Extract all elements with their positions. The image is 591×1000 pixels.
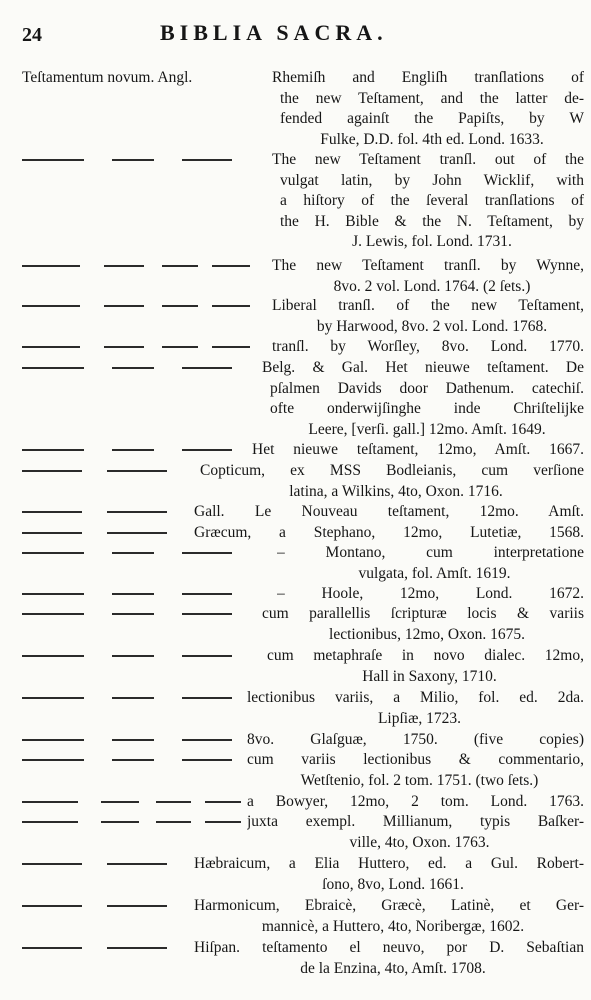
entry-line: Leere, [verſi. gall.] 12mo. Amſt. 1649.: [308, 420, 546, 438]
ditto-dash: [112, 613, 154, 615]
entry-line: The new Teſtament tranſl. by Wynne,: [272, 257, 584, 274]
ditto-dash: [107, 863, 167, 865]
ditto-dash-leader: [22, 905, 194, 907]
ditto-dash: [162, 265, 198, 267]
catalogue-entry: [22, 584, 584, 605]
catalogue-entry: [22, 68, 584, 150]
entry-line: tranſl. by Worſley, 8vo. Lond. 1770.: [272, 338, 584, 355]
entry-line: by Harwood, 8vo. 2 vol. Lond. 1768.: [316, 317, 548, 335]
ditto-dash: [22, 449, 84, 451]
entry-line: 8vo. 2 vol. Lond. 1764. (2 ſets.): [333, 277, 531, 295]
ditto-dash-leader: [22, 821, 247, 823]
ditto-dash: [112, 739, 154, 741]
catalogue-entry: [22, 150, 584, 253]
ditto-dash: [104, 305, 144, 307]
ditto-dash: [22, 655, 84, 657]
ditto-dash-leader: [22, 552, 277, 554]
entry-line: lectionibus, 12mo, Oxon. 1675.: [329, 625, 525, 643]
ditto-dash: [104, 346, 144, 348]
entry-line: Wetſtenio, fol. 2 tom. 1751. (two ſets.): [300, 771, 539, 789]
ditto-dash: [22, 470, 82, 472]
entry-line: Fulke, D.D. fol. 4th ed. Lond. 1633.: [320, 130, 544, 148]
catalogue-entry: [22, 896, 584, 937]
ditto-dash-leader: [22, 305, 272, 307]
ditto-dash-leader: [22, 346, 272, 348]
entry-line: Gall. Le Nouveau teſtament, 12mo. Amſt.: [194, 503, 584, 520]
entry-line: ſono, 8vo, Lond. 1661.: [322, 875, 464, 893]
entry-line: Rhemiſh and Engliſh tranſlations of: [272, 69, 584, 86]
ditto-dash: [162, 346, 198, 348]
ditto-dash: [22, 697, 84, 699]
ditto-dash-leader: [22, 449, 252, 451]
ditto-dash: [212, 305, 250, 307]
ditto-dash: [22, 511, 82, 513]
ditto-dash-leader: [22, 265, 272, 267]
entry-line: latina, a Wilkins, 4to, Oxon. 1716.: [289, 482, 503, 500]
ditto-dash: [22, 593, 84, 595]
entry-heading: Teſtamentum novum. Angl.: [22, 69, 193, 86]
entry-line: the new Teſtament, and the latter de-: [280, 89, 584, 107]
ditto-dash: [22, 759, 84, 761]
ditto-dash: [112, 449, 154, 451]
ditto-dash-leader: [22, 470, 200, 472]
ditto-dash: [22, 613, 84, 615]
ditto-dash: [112, 159, 154, 161]
ditto-dash: [182, 159, 232, 161]
ditto-dash: [107, 905, 167, 907]
entry-line: Hall in Saxony, 1710.: [362, 667, 497, 685]
ditto-dash-leader: [22, 511, 194, 513]
ditto-dash: [112, 655, 154, 657]
ditto-dash: [182, 449, 232, 451]
ditto-dash: [22, 947, 82, 949]
ditto-dash: [162, 305, 198, 307]
entry-line: cum metaphraſe in novo dialec. 12mo,: [267, 647, 584, 664]
ditto-dash: [182, 593, 232, 595]
ditto-dash: [22, 739, 84, 741]
catalogue-entry: [22, 688, 584, 729]
entry-line: Liberal tranſl. of the new Teſtament,: [272, 297, 584, 314]
entry-line: Belg. & Gal. Het nieuwe teſtament. De: [262, 359, 584, 376]
ditto-dash: [101, 801, 139, 803]
ditto-dash: [22, 863, 82, 865]
ditto-dash: [22, 265, 80, 267]
running-title: BIBLIA SACRA.: [160, 20, 388, 45]
ditto-dash: [182, 655, 232, 657]
ditto-dash-leader: [22, 655, 267, 657]
ditto-dash: [182, 697, 232, 699]
ditto-dash: [22, 801, 78, 803]
catalogue-entry: [22, 461, 584, 502]
ditto-dash: [112, 759, 154, 761]
entry-line: vulgata, fol. Amſt. 1619.: [358, 564, 511, 582]
ditto-dash: [182, 739, 232, 741]
ditto-dash: [107, 532, 167, 534]
entry-line: ofte onderwijſinghe inde Chriſtelijke: [270, 400, 584, 418]
entry-line: cum parallellis ſcripturæ locis & variis: [262, 605, 584, 622]
catalogue-entry: [22, 730, 584, 751]
entry-line: J. Lewis, fol. Lond. 1731.: [352, 233, 512, 251]
ditto-dash: [107, 470, 167, 472]
ditto-dash: [205, 821, 242, 823]
ditto-dash: [182, 552, 232, 554]
catalogue-entry: [22, 792, 584, 813]
entry-line: vulgat latin, by John Wicklif, with: [280, 171, 584, 189]
catalogue-entry: [22, 256, 584, 297]
entry-line: the H. Bible & the N. Teſtament, by: [280, 212, 584, 230]
entry-line: lectionibus variis, a Milio, fol. ed. 2da.: [247, 689, 584, 706]
page-number: 24: [22, 24, 42, 46]
ditto-dash-leader: [22, 863, 194, 865]
entry-line: mannicè, a Huttero, 4to, Noribergæ, 1602.: [261, 917, 525, 935]
ditto-dash: [22, 346, 80, 348]
entry-line: Het nieuwe teſtament, 12mo, Amſt. 1667.: [252, 441, 584, 458]
ditto-dash-leader: [22, 739, 247, 741]
ditto-dash: [22, 305, 80, 307]
entry-line: a hiſtory of the ſeveral tranſlations of: [280, 192, 584, 210]
ditto-dash: [104, 265, 144, 267]
ditto-dash-leader: [22, 159, 272, 161]
catalogue-entry: [22, 358, 584, 440]
ditto-dash: [22, 905, 82, 907]
catalogue-entry: [22, 938, 584, 979]
catalogue-entry: [22, 543, 584, 584]
ditto-dash: [212, 346, 250, 348]
ditto-dash: [182, 613, 232, 615]
catalogue-entry: [22, 646, 584, 687]
catalogue-entry: [22, 604, 584, 645]
catalogue-entry: [22, 440, 584, 461]
catalogue-entry: [22, 750, 584, 791]
catalogue-entry: [22, 854, 584, 895]
ditto-dash: [22, 159, 84, 161]
catalogue-entry: [22, 296, 584, 337]
entry-line: Harmonicum, Ebraicè, Græcè, Latinè, et Ger-: [194, 897, 584, 914]
ditto-dash: [182, 759, 232, 761]
entry-line: Copticum, ex MSS Bodleianis, cum verſione: [200, 462, 584, 479]
entry-line: de la Enzina, 4to, Amſt. 1708.: [300, 959, 486, 977]
ditto-dash: [107, 511, 167, 513]
entry-line: Lipſiæ, 1723.: [377, 709, 462, 727]
entry-line: pſalmen Davids door Dathenum. catechiſ.: [270, 379, 584, 397]
ditto-dash: [212, 265, 250, 267]
catalogue-entry: [22, 337, 584, 358]
ditto-dash: [112, 593, 154, 595]
ditto-dash: [112, 697, 154, 699]
ditto-dash: [156, 801, 191, 803]
ditto-dash-leader: [22, 801, 247, 803]
ditto-dash: [205, 801, 242, 803]
entry-line: The new Teſtament tranſl. out of the: [272, 151, 584, 168]
entry-line: Hiſpan. teſtamento el neuvo, por D. Sebaſtian: [194, 939, 584, 956]
ditto-dash: [112, 367, 154, 369]
catalogue-entry: [22, 523, 584, 544]
ditto-dash-leader: [22, 947, 194, 949]
ditto-dash-leader: [22, 593, 277, 595]
ditto-dash-leader: [22, 613, 262, 615]
catalogue-entry: [22, 812, 584, 853]
catalogue-entry: [22, 502, 584, 523]
ditto-dash: [101, 821, 139, 823]
entry-line: fended againſt the Papiſts, by W: [280, 110, 584, 128]
ditto-dash: [112, 552, 154, 554]
ditto-dash: [22, 532, 82, 534]
entry-line: a Bowyer, 12mo, 2 tom. Lond. 1763.: [247, 793, 584, 810]
ditto-dash: [22, 821, 78, 823]
entry-line: cum variis lectionibus & commentario,: [247, 751, 584, 768]
ditto-dash-leader: [22, 532, 194, 534]
ditto-dash: [182, 367, 232, 369]
ditto-dash-leader: [22, 367, 262, 369]
ditto-dash: [22, 552, 84, 554]
ditto-dash: [22, 367, 84, 369]
ditto-dash: [156, 821, 191, 823]
ditto-dash: [107, 947, 167, 949]
entry-line: – Montano, cum interpretatione: [277, 544, 584, 561]
entry-line: 8vo. Glaſguæ, 1750. (five copies): [247, 731, 584, 748]
entry-line: juxta exempl. Millianum, typis Baſker-: [247, 813, 584, 830]
entry-line: – Hoole, 12mo, Lond. 1672.: [277, 585, 584, 602]
ditto-dash-leader: [22, 697, 247, 699]
entry-line: ville, 4to, Oxon. 1763.: [349, 833, 490, 851]
entry-line: Græcum, a Stephano, 12mo, Lutetiæ, 1568.: [194, 524, 584, 541]
ditto-dash-leader: [22, 759, 247, 761]
entry-line: Hæbraicum, a Elia Huttero, ed. a Gul. Robert-: [194, 855, 584, 872]
